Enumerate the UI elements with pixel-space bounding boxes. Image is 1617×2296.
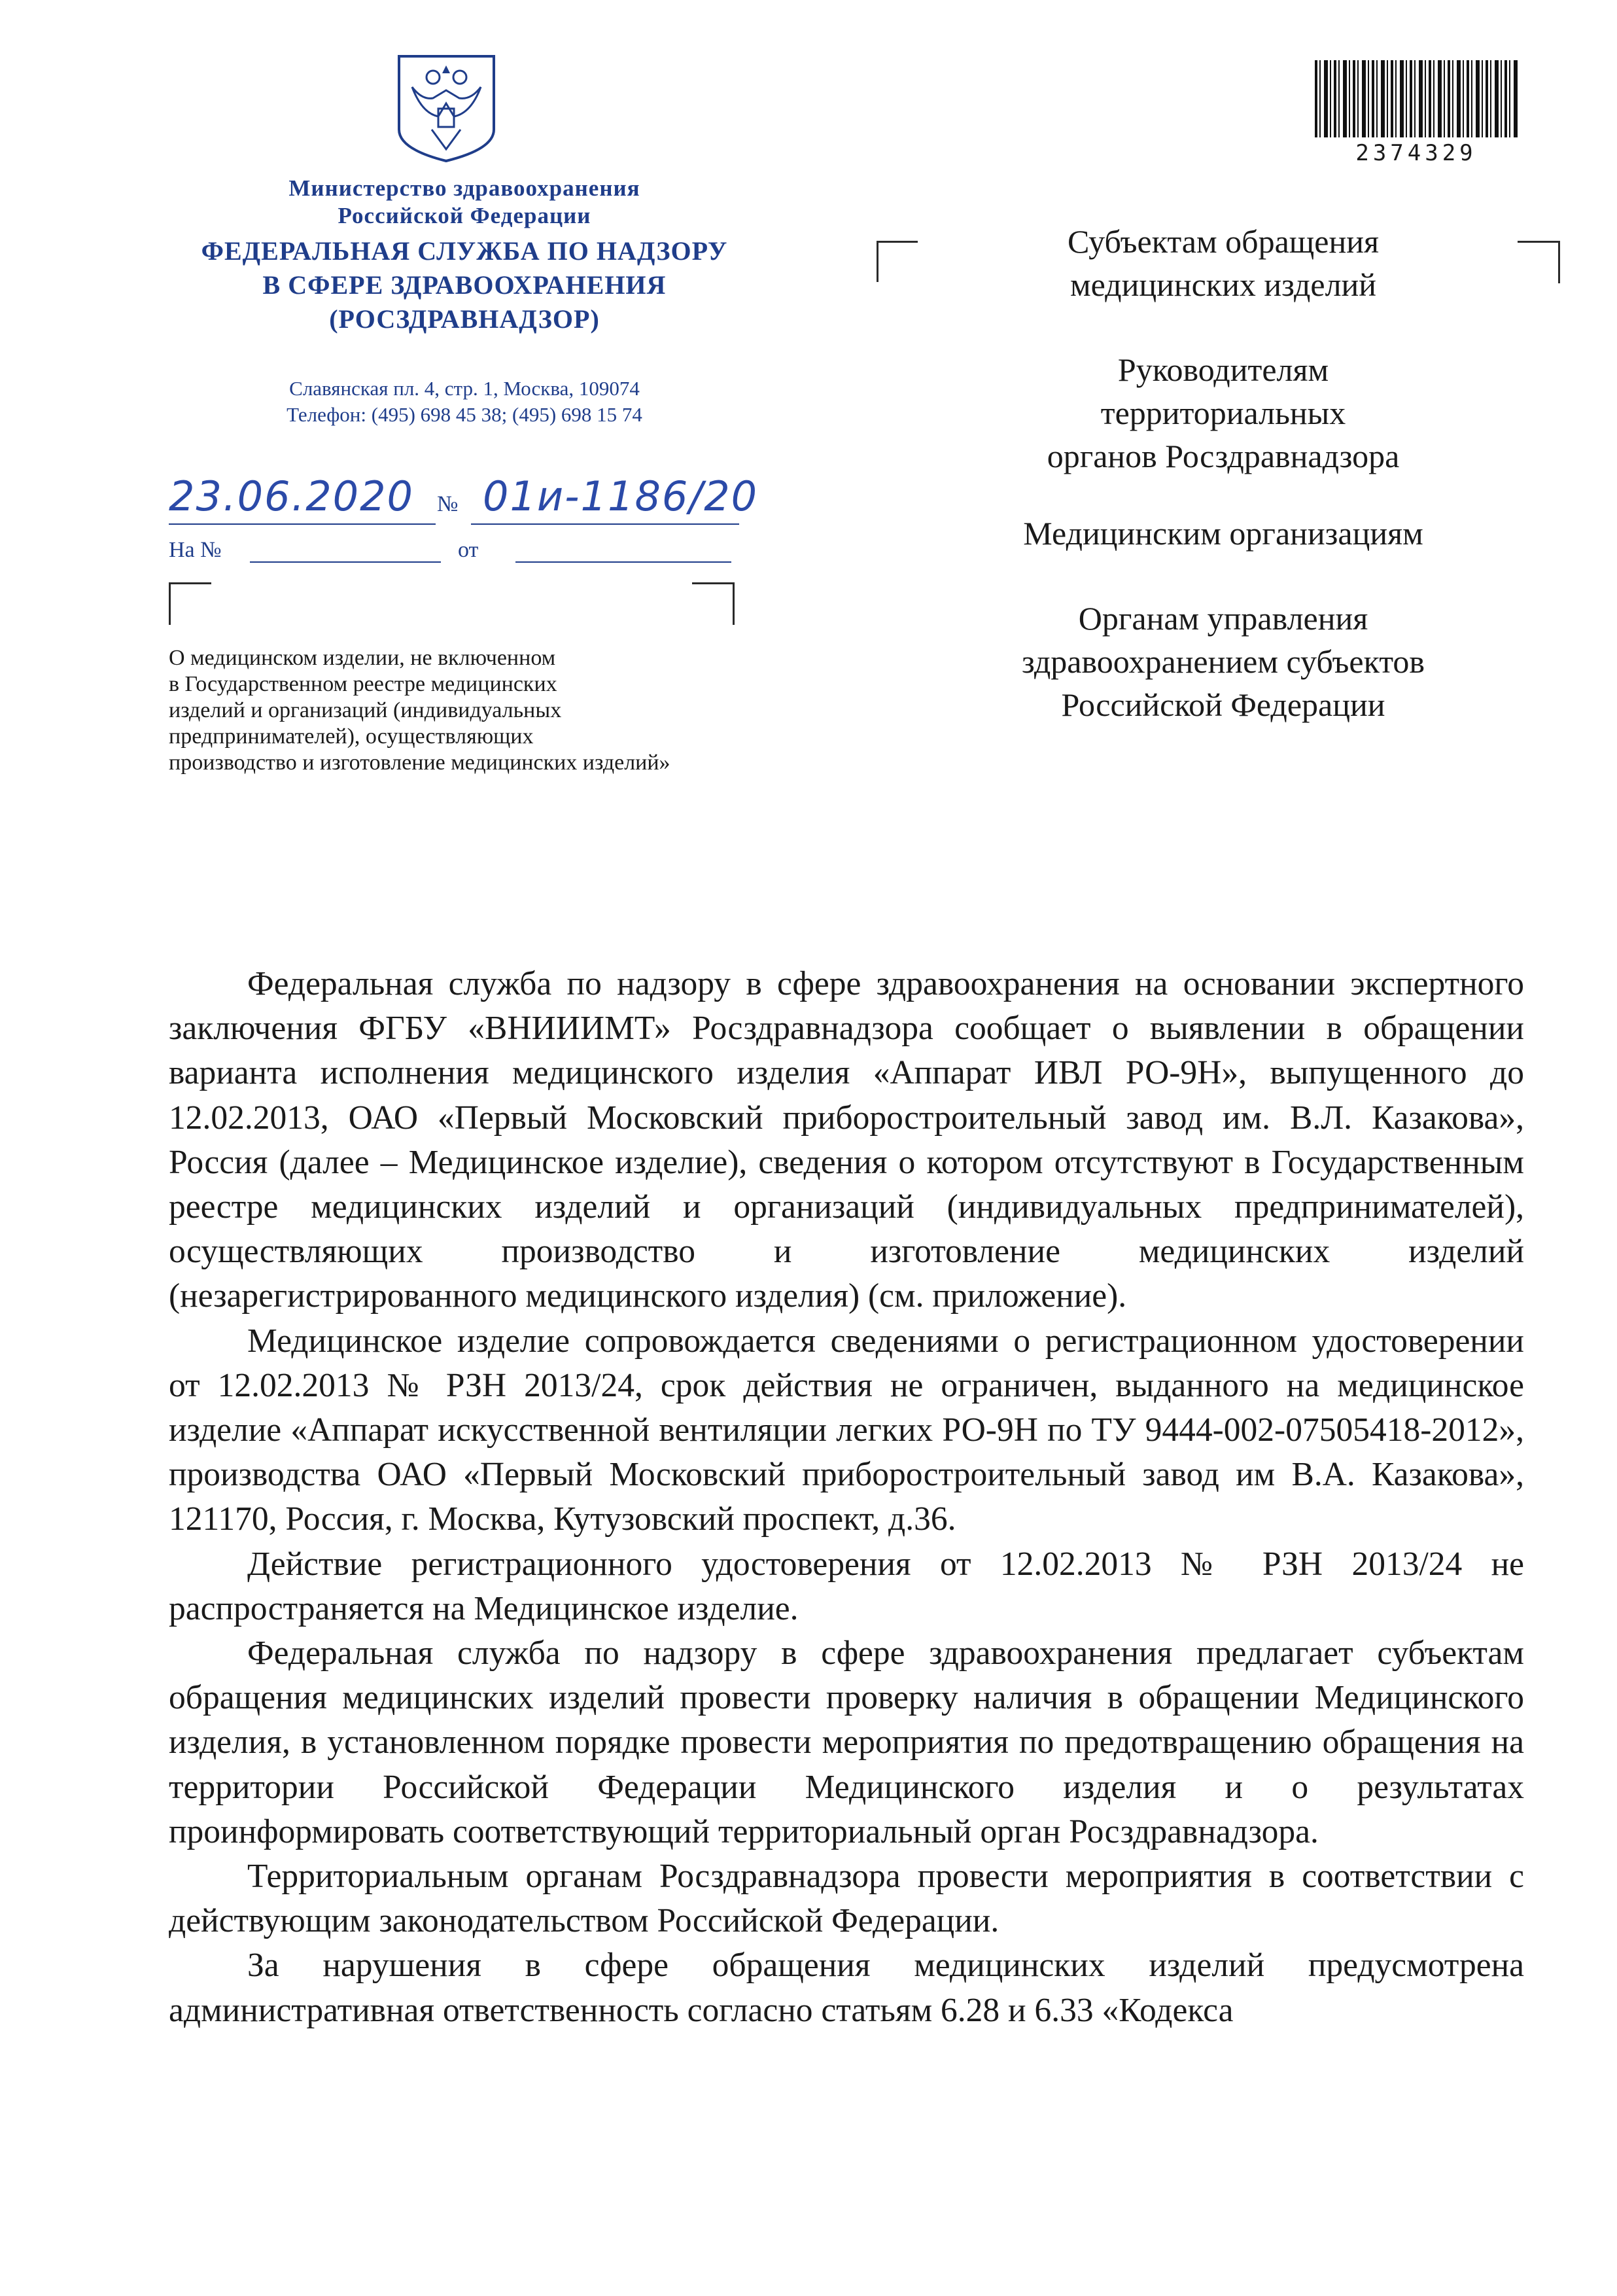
body-paragraph: Медицинское изделие сопровождается сведениями о регистрационном удостоверении от 12.02.2013 № РЗН 2013/24, срок действия не ограничен, выданного на медицинское изделие «Аппарат искусственной вентиляции легких РО-9Н по ТУ 9444-002-07505418-2012», производства ОАО «Первый Московский приборостроительный завод им В.А. Казакова», 121170, Россия, г. Москва, Кутузовский проспект, д.36. (169, 1322, 1524, 1538)
number-label: № (437, 492, 459, 516)
service-name-line1: ФЕДЕРАЛЬНАЯ СЛУЖБА ПО НАДЗОРУ (201, 236, 728, 266)
body-paragraph: Действие регистрационного удостоверения от 12.02.2013 № РЗН 2013/24 не распространяется на Медицинское изделие. (169, 1545, 1524, 1627)
addressee-corner-right (1518, 241, 1560, 283)
coat-of-arms-icon (392, 51, 500, 164)
subject-line: изделий и организаций (индивидуальных (169, 698, 562, 722)
addressee-line: Субъектам обращения (1068, 223, 1379, 260)
reply-from-label: от (458, 538, 479, 562)
reply-number-line (250, 561, 441, 563)
addressee-line: Руководителям (1117, 351, 1329, 388)
reply-from-line (515, 561, 731, 563)
addressee-line: здравоохранением субъектов (1021, 643, 1425, 680)
date-underline (169, 523, 436, 525)
addressee-line: Органам управления (1078, 600, 1368, 637)
address-line: Славянская пл. 4, стр. 1, Москва, 109074 (289, 377, 640, 400)
subject-corner-right (692, 582, 735, 625)
addressee-line: Российской Федерации (1061, 686, 1385, 723)
addressee-corner-left (877, 241, 918, 282)
barcode-icon (1315, 60, 1518, 137)
subject-line: предпринимателей), осуществляющих (169, 724, 534, 749)
handwritten-number: 01и-1186/20 (483, 472, 759, 520)
service-name-line2: В СФЕРЕ ЗДРАВООХРАНЕНИЯ (262, 270, 667, 300)
letter-body (169, 962, 1524, 2033)
subject-line: производство и изготовление медицинских изделий» (169, 751, 670, 775)
ministry-name-line1: Министерство здравоохранения (288, 175, 640, 201)
ministry-name-line2: Российской Федерации (338, 203, 591, 228)
handwritten-date: 23.06.2020 (169, 472, 414, 520)
subject-line: в Государственном реестре медицинских (169, 672, 557, 696)
service-name-line3: (РОСЗДРАВНАДЗОР) (329, 304, 600, 334)
number-underline (471, 523, 739, 525)
subject-corner-left (169, 582, 211, 625)
addressee-line: территориальных (1100, 395, 1346, 431)
phone-line: Телефон: (495) 698 45 38; (495) 698 15 74 (287, 403, 642, 426)
body-paragraph: Территориальным органам Росздравнадзора провести мероприятия в соответствии с действующим законодательством Российской Федерации. (169, 1858, 1524, 1940)
addressee-line: Медицинским организациям (1023, 515, 1423, 552)
addressee-line: органов Росздравнадзора (1047, 438, 1400, 474)
reply-number-label: На № (169, 538, 222, 562)
addressee-line: медицинских изделий (1069, 266, 1377, 303)
body-paragraph: За нарушения в сфере обращения медицинских изделий предусмотрена административная ответственность согласно статьям 6.28 и 6.33 «Кодекса (169, 1947, 1524, 2029)
body-paragraph: Федеральная служба по надзору в сфере здравоохранения на основании экспертного заключения ФГБУ «ВНИИИМТ» Росздравнадзора сообщает о выявлении в обращении варианта исполнения медицинского изделия «Аппарат ИВЛ РО-9Н», выпущенного до 12.02.2013, ОАО «Первый Московский приборостроительный завод им. В.Л. Казакова», Россия (далее – Медицинское изделие), сведения о котором отсутствуют в Государственным реестре медицинских изделий и организаций (индивидуальных предпринимателей), осуществляющих производство и изготовление медицинских изделий (незарегистрированного медицинского изделия) (см. приложение). (169, 965, 1524, 1315)
subject-line: О медицинском изделии, не включенном (169, 646, 556, 670)
barcode-number: 2374329 (1355, 140, 1477, 166)
body-paragraph: Федеральная служба по надзору в сфере здравоохранения предлагает субъектам обращения медицинских изделий провести проверку наличия в обращении Медицинского изделия, в установленном порядке провести мероприятия по предотвращению обращения на территории Российской Федерации Медицинского изделия и о результатах проинформировать соответствующий территориальный орган Росздравнадзора. (169, 1634, 1524, 1850)
